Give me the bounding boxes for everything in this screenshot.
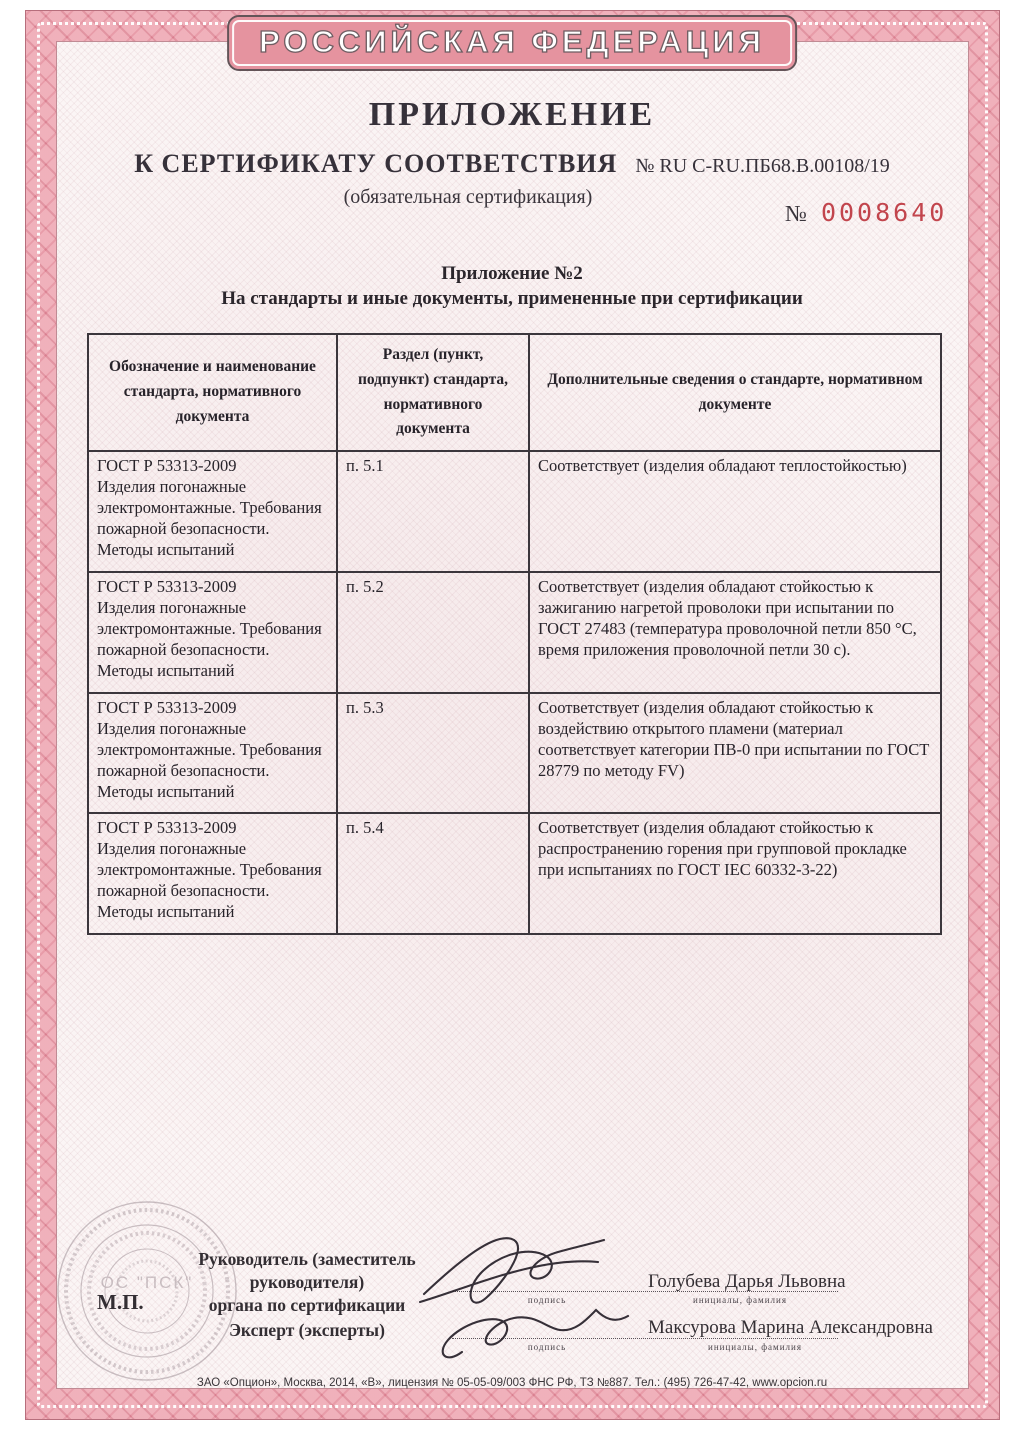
head-name: Голубева Дарья Львовна (648, 1271, 846, 1292)
cell-standard (88, 572, 337, 693)
blank-number-sign: № (785, 201, 807, 226)
head-signature-caption: подпись (527, 1295, 567, 1305)
cell-standard (88, 451, 337, 572)
table-body (88, 451, 941, 934)
standard-code: ГОСТ Р 53313-2009 (97, 456, 237, 476)
cell-clause: п. 5.3 (337, 693, 529, 814)
expert-name: Максурова Марина Александровна (648, 1317, 933, 1338)
standards-table (87, 333, 942, 935)
certificate-number: № RU C-RU.ПБ68.В.00108/19 (635, 155, 890, 177)
standard-code: ГОСТ Р 53313-2009 (97, 697, 237, 717)
cell-clause: п. 5.4 (337, 813, 529, 934)
blank-number (785, 198, 947, 227)
standard-name: Изделия погонажные электромонтажные. Требования пожарной безопасности. Методы испытаний (97, 718, 322, 801)
standard-name: Изделия погонажные электромонтажные. Требования пожарной безопасности. Методы испытаний (97, 477, 322, 559)
cell-details: Соответствует (изделия обладают стойкостью к зажиганию нагретой проволоки при испытании по ГОСТ 27483 (температура проволочной петли 850 °С, время приложения проволочной петли 30 с). (529, 572, 941, 693)
blank-number-digits: 0008640 (820, 198, 948, 227)
head-role-line1: Руководитель (заместитель руководителя) (198, 1249, 416, 1292)
standard-name: Изделия погонажные электромонтажные. Требования пожарной безопасности. Методы испытаний (97, 839, 322, 922)
table-header-row (88, 334, 941, 451)
table-row (88, 572, 941, 693)
standard-name: Изделия погонажные электромонтажные. Требования пожарной безопасности. Методы испытаний (97, 597, 322, 680)
expert-role-label: Эксперт (эксперты) (229, 1320, 385, 1340)
appendix-title: Приложение №2 (441, 263, 583, 284)
document-title: ПРИЛОЖЕНИЕ (368, 96, 656, 133)
cell-details: Соответствует (изделия обладают стойкостью к воздействию открытого пламени (материал соответствует категории ПВ-0 при испытании по ГОСТ 28779 по методу FV) (529, 693, 941, 814)
stamp-place-label: М.П. (97, 1290, 144, 1314)
certificate-subtitle: К СЕРТИФИКАТУ СООТВЕТСТВИЯ (134, 149, 618, 178)
head-name-caption: инициалы, фамилия (693, 1295, 787, 1305)
standard-code: ГОСТ Р 53313-2009 (97, 576, 237, 596)
country-banner-label: РОССИЙСКАЯ ФЕДЕРАЦИЯ (259, 24, 765, 59)
cell-standard (88, 813, 337, 934)
expert-signature-caption: подпись (527, 1342, 567, 1352)
table-header-cell-2: Дополнительные сведения о стандарте, нормативном документе (529, 334, 941, 451)
expert-name-caption: инициалы, фамилия (708, 1342, 802, 1352)
head-role-label (152, 1248, 462, 1316)
stamp-center-text: ОС "ПСК" (100, 1273, 194, 1292)
printer-imprint: ЗАО «Опцион», Москва, 2014, «В», лицензия № 05-05-09/003 ФНС РФ, ТЗ №887. Тел.: (495) 726-47-42, www.opcion.ru (196, 1377, 828, 1389)
cell-details: Соответствует (изделия обладают стойкостью к распространению горения при групповой прокладке при испытаниях по ГОСТ IEC 60332-3-22) (529, 813, 941, 934)
handwritten-signatures (418, 1222, 668, 1372)
appendix-subtitle: На стандарты и иные документы, примененные при сертификации (221, 288, 803, 309)
country-banner (227, 15, 797, 71)
cell-details: Соответствует (изделия обладают теплостойкостью) (529, 451, 941, 572)
cell-clause: п. 5.1 (337, 451, 529, 572)
table-header-cell-0: Обозначение и наименование стандарта, нормативного документа (88, 334, 337, 451)
cell-clause: п. 5.2 (337, 572, 529, 693)
certificate-subtitle-line (0, 149, 1024, 179)
standard-code: ГОСТ Р 53313-2009 (97, 818, 237, 838)
certification-kind: (обязательная сертификация) (343, 186, 593, 208)
table-row (88, 451, 941, 572)
table-row (88, 813, 941, 934)
table-header-cell-1: Раздел (пункт, подпункт) стандарта, нормативного документа (337, 334, 529, 451)
cell-standard (88, 693, 337, 814)
head-role-line2: органа по сертификации (208, 1294, 406, 1315)
table-row (88, 693, 941, 814)
